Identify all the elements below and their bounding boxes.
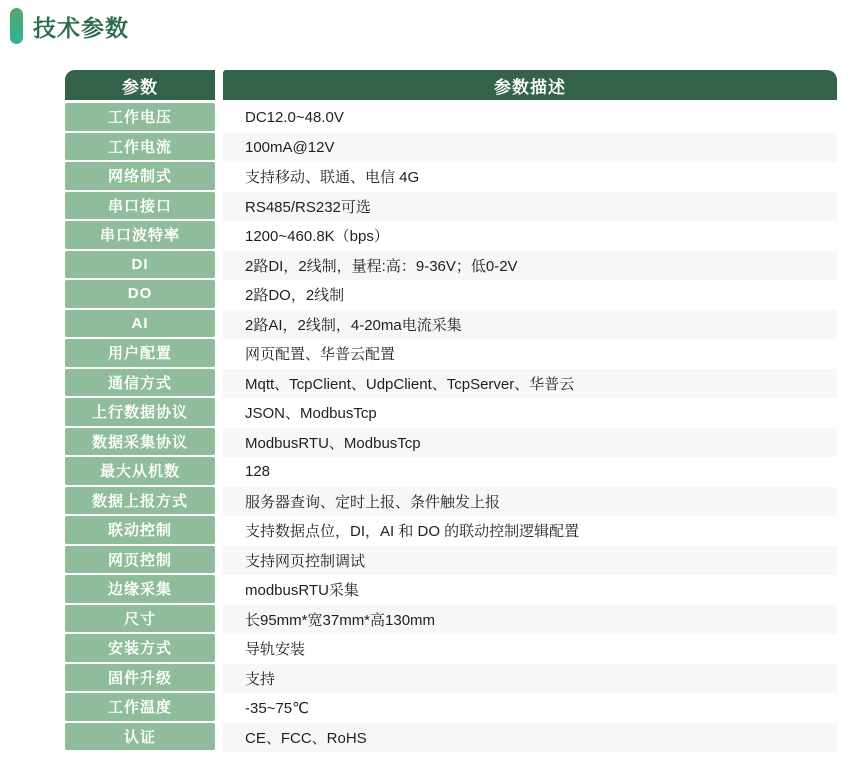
param-label: 尺寸: [123, 610, 156, 628]
param-label: 网络制式: [107, 168, 172, 186]
description-cell: [223, 516, 837, 546]
param-cell: [65, 693, 215, 721]
table-header-row: [65, 70, 837, 100]
param-cell: [65, 428, 215, 456]
param-cell: [65, 546, 215, 574]
table-row: [65, 103, 837, 133]
description-text: 2路AI，2线制，4-20ma电流采集: [245, 316, 462, 334]
param-label: 边缘采集: [107, 581, 172, 599]
param-label: 数据采集协议: [91, 433, 188, 451]
description-text: 支持数据点位，DI，AI 和 DO 的联动控制逻辑配置: [245, 523, 580, 541]
param-cell: [65, 133, 215, 161]
page-header: [10, 8, 129, 44]
table-row: [65, 693, 837, 723]
description-cell: [223, 133, 837, 163]
description-text: 导轨安装: [245, 641, 306, 659]
description-text: 100mA@12V: [245, 138, 335, 156]
description-cell: [223, 457, 837, 487]
param-label: 通信方式: [107, 374, 172, 392]
description-text: 128: [245, 463, 271, 481]
param-cell: [65, 162, 215, 190]
description-text: 支持网页控制调试: [245, 552, 366, 570]
description-cell: [223, 693, 837, 723]
param-label: DO: [127, 285, 153, 303]
table-row: [65, 575, 837, 605]
table-row: [65, 634, 837, 664]
table-row: [65, 457, 837, 487]
description-cell: [223, 398, 837, 428]
description-cell: [223, 251, 837, 281]
param-label: 认证: [123, 728, 156, 746]
param-cell: [65, 664, 215, 692]
param-label: 用户配置: [107, 345, 172, 363]
table-row: [65, 221, 837, 251]
description-cell: [223, 546, 837, 576]
description-cell: [223, 664, 837, 694]
description-text: 2路DO，2线制: [245, 287, 345, 305]
header-cell-description: 参数描述: [223, 70, 837, 100]
param-label: 串口波特率: [99, 227, 180, 245]
description-cell: [223, 369, 837, 399]
table-row: [65, 664, 837, 694]
table-body: [65, 103, 837, 752]
param-cell: [65, 605, 215, 633]
param-label: 最大从机数: [99, 463, 180, 481]
param-cell: [65, 369, 215, 397]
table-row: [65, 280, 837, 310]
description-text: 1200~460.8K（bps）: [245, 228, 389, 246]
description-text: 支持移动、联通、电信 4G: [245, 169, 420, 187]
description-text: RS485/RS232可选: [245, 198, 371, 216]
param-label: 联动控制: [107, 522, 172, 540]
description-cell: [223, 634, 837, 664]
description-cell: [223, 192, 837, 222]
spec-table: [65, 70, 837, 752]
table-row: [65, 162, 837, 192]
description-text: -35~75℃: [245, 699, 309, 717]
description-cell: [223, 339, 837, 369]
description-text: modbusRTU采集: [245, 582, 359, 600]
description-cell: [223, 428, 837, 458]
description-cell: [223, 723, 837, 753]
description-cell: [223, 487, 837, 517]
param-label: 工作温度: [107, 699, 172, 717]
param-cell: [65, 487, 215, 515]
param-label: 网页控制: [107, 551, 172, 569]
param-label: 上行数据协议: [91, 404, 188, 422]
param-cell: [65, 280, 215, 308]
table-row: [65, 398, 837, 428]
table-row: [65, 546, 837, 576]
description-text: 2路DI，2线制，量程:高：9-36V；低0-2V: [245, 257, 518, 275]
param-cell: [65, 310, 215, 338]
param-cell: [65, 516, 215, 544]
table-row: [65, 251, 837, 281]
description-cell: [223, 162, 837, 192]
param-label: 数据上报方式: [91, 492, 188, 510]
description-cell: [223, 103, 837, 133]
param-label: 安装方式: [107, 640, 172, 658]
param-label: 工作电流: [107, 138, 172, 156]
table-row: [65, 516, 837, 546]
header-cell-param: 参数: [65, 70, 215, 100]
description-cell: [223, 280, 837, 310]
param-cell: [65, 221, 215, 249]
table-row: [65, 487, 837, 517]
param-cell: [65, 339, 215, 367]
param-cell: [65, 634, 215, 662]
param-cell: [65, 192, 215, 220]
description-text: Mqtt、TcpClient、UdpClient、TcpServer、华普云: [245, 375, 575, 393]
table-row: [65, 369, 837, 399]
param-cell: [65, 103, 215, 131]
table-row: [65, 192, 837, 222]
param-label: 串口接口: [107, 197, 172, 215]
description-cell: [223, 605, 837, 635]
description-text: 网页配置、华普云配置: [245, 346, 396, 364]
description-text: JSON、ModbusTcp: [245, 405, 377, 423]
param-cell: [65, 457, 215, 485]
description-cell: [223, 575, 837, 605]
description-cell: [223, 310, 837, 340]
page-title: 技术参数: [33, 14, 129, 41]
description-text: CE、FCC、RoHS: [245, 729, 367, 747]
param-cell: [65, 575, 215, 603]
description-text: DC12.0~48.0V: [245, 109, 344, 127]
description-text: 支持: [245, 670, 276, 688]
param-cell: [65, 251, 215, 279]
param-label: 工作电压: [107, 109, 172, 127]
table-row: [65, 428, 837, 458]
table-row: [65, 723, 837, 753]
table-row: [65, 605, 837, 635]
param-cell: [65, 398, 215, 426]
param-label: AI: [131, 314, 149, 332]
description-text: 服务器查询、定时上报、条件触发上报: [245, 493, 501, 511]
description-text: ModbusRTU、ModbusTcp: [245, 434, 421, 452]
param-label: DI: [131, 255, 149, 273]
param-cell: [65, 723, 215, 751]
table-row: [65, 310, 837, 340]
description-text: 长95mm*宽37mm*高130mm: [245, 611, 436, 629]
title-accent-bar: [10, 8, 23, 44]
table-row: [65, 339, 837, 369]
description-cell: [223, 221, 837, 251]
param-label: 固件升级: [107, 669, 172, 687]
table-row: [65, 133, 837, 163]
